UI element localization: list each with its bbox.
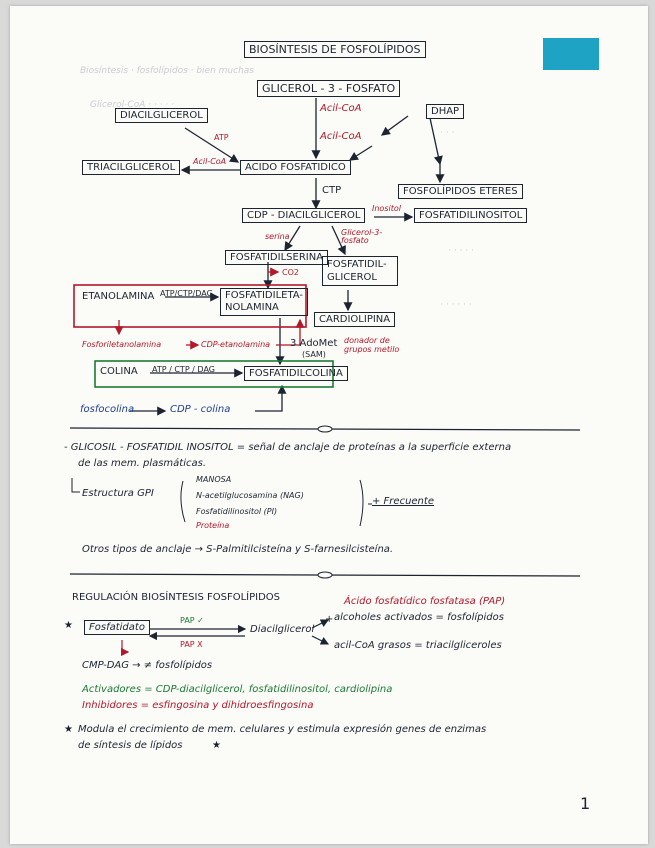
page-title: BIOSÍNTESIS DE FOSFOLÍPIDOS [244,41,426,58]
regulacion-cmp-dag: CMP-DAG → ≠ fosfolípidos [82,660,213,671]
label-atp-ctp-dag-2: ATP / CTP / DAG [152,365,215,374]
node-diacilglicerol: DIACILGLICEROL [115,108,208,123]
ghost-text: · · · [440,128,455,138]
regulacion-acil-coa: acil-CoA grasos = triacilgliceroles [334,640,502,651]
regulacion-diacilglicerol: Diacilglicerol [250,624,315,635]
ghost-text: · · · · · · [440,300,472,310]
label-serina: serina [265,232,290,241]
regulacion-pap-x: PAP X [180,640,203,649]
node-triacilglicerol: TRIACILGLICEROL [82,160,180,175]
node-colina: COLINA [100,366,138,377]
star-icon-3: ★ [212,740,221,751]
node-fosfatidilinositol: FOSFATIDILINOSITOL [414,208,527,223]
regulacion-plus: + [325,614,334,625]
label-fosfocolina: fosfocolina [80,404,135,415]
star-icon-2: ★ [64,724,73,735]
label-sam: (SAM) [302,350,326,359]
node-fosfatidiletanolamina: FOSFATIDILETA-NOLAMINA [220,288,308,316]
page-number: 1 [580,794,591,813]
label-co2: CO2 [282,268,299,277]
regulacion-modula-1: Modula el crecimiento de mem. celulares y estimula expresión genes de enzimas [78,724,487,735]
node-fosfatidilcolina: FOSFATIDILCOLINA [244,366,348,381]
regulacion-title: REGULACIÓN BIOSÍNTESIS FOSFOLÍPIDOS [72,592,280,603]
node-fosfatidilglicerol: FOSFATIDIL-GLICEROL [322,256,398,286]
gpi-item-proteina: Proteína [196,521,230,530]
gpi-line-2: de las mem. plasmáticas. [78,458,207,469]
gpi-item-manosa: MANOSA [196,475,232,484]
gpi-frecuente: + Frecuente [372,496,434,507]
regulacion-modula-2: de síntesis de lípidos [78,740,183,751]
label-atp: ATP [214,133,229,142]
label-inositol: Inositol [372,204,401,213]
regulacion-alcoholes: alcoholes activados = fosfolípidos [334,612,504,623]
label-cdp-colina: CDP - colina [170,404,231,415]
label-cdp-etanolamina: CDP-etanolamina [201,340,271,349]
gpi-line-1: - GLICOSIL - FOSFATIDIL INOSITOL = señal de anclaje de proteínas a la superficie externa [64,442,512,453]
regulacion-fosfatidato: Fosfatidato [84,620,150,635]
label-donador-metilo: donador de grupos metilo [344,336,400,354]
gpi-otros-anclajes: Otros tipos de anclaje → S-Palmitilcisteína y S-farnesilcisteína. [82,544,394,555]
node-acido-fosfatidico: ACIDO FOSFATIDICO [240,160,351,175]
node-etanolamina: ETANOLAMINA [82,291,155,302]
regulacion-pap: Ácido fosfatídico fosfatasa (PAP) [344,596,506,607]
label-glicerol-3-fosfato: Glicerol-3-fosfato [341,228,383,245]
gpi-item-nag: N-acetilglucosamina (NAG) [196,491,304,500]
regulacion-inhibidores: Inhibidores = esfingosina y dihidroesfingosina [82,700,314,711]
label-acil-coa-3: Acil-CoA [193,157,227,166]
node-fosfolipidos-eteres: FOSFOLÍPIDOS ETERES [398,184,523,199]
label-acil-coa-1: Acil-CoA [320,103,362,114]
label-atp-ctp-dag: ATP/CTP/DAG [160,289,213,298]
ghost-text: · · · · · [448,246,474,256]
ghost-text: Glicerol-CoA · · · · · [90,100,174,110]
node-glicerol-3-fosfato: GLICEROL - 3 - FOSFATO [257,80,400,97]
ghost-text: Biosíntesis · fosfolípidos · bien muchas [80,66,254,76]
regulacion-activadores: Activadores = CDP-diacilglicerol, fosfatidilinositol, cardiolipina [82,684,393,695]
label-acil-coa-2: Acil-CoA [320,131,362,142]
node-fosfatidilserina: FOSFATIDILSERINA [225,250,328,265]
gpi-estructura: Estructura GPI [82,488,154,499]
node-dhap: DHAP [426,104,464,119]
label-fosforiletanolamina: Fosforiletanolamina [82,340,162,349]
label-ctp: CTP [322,185,342,196]
gpi-item-pi: Fosfatidilinositol (PI) [196,507,278,516]
star-icon: ★ [64,620,73,631]
node-cdp-diacilglicerol: CDP - DIACILGLICEROL [242,208,365,223]
regulacion-pap-ok: PAP ✓ [180,616,204,625]
label-adomet: 3 AdoMet [290,338,338,349]
node-cardiolipina: CARDIOLIPINA [314,312,395,327]
